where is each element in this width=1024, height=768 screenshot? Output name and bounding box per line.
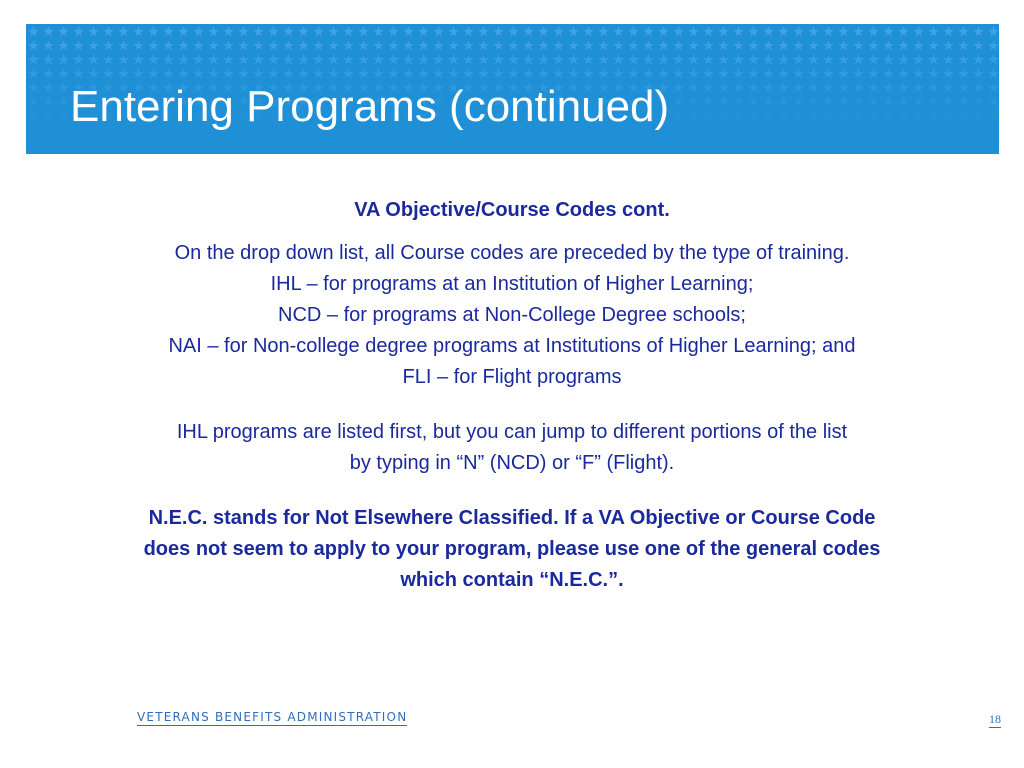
body-line: NCD – for programs at Non-College Degree schools;: [278, 304, 746, 326]
body-line: IHL – for programs at an Institution of Higher Learning;: [270, 273, 754, 295]
footer-organization: VETERANS BENEFITS ADMINISTRATION: [137, 710, 408, 724]
note-line: by typing in “N” (NCD) or “F” (Flight).: [349, 452, 675, 474]
training-type-list: [30, 238, 994, 393]
note-line: does not seem to apply to your program, please use one of the general codes: [143, 538, 881, 560]
note-line: IHL programs are listed first, but you can jump to different portions of the list: [176, 421, 848, 443]
body-line: NAI – for Non-college degree programs at Institutions of Higher Learning; and: [168, 335, 856, 357]
page-number: 18: [989, 712, 1001, 726]
title-banner: [26, 24, 999, 154]
section-subtitle: VA Objective/Course Codes cont.: [354, 199, 670, 221]
body-line: On the drop down list, all Course codes are preceded by the type of training.: [174, 242, 850, 264]
body-line: FLI – for Flight programs: [402, 366, 622, 388]
ihl-note: [30, 417, 994, 479]
slide-content: [30, 196, 994, 596]
slide-title: Entering Programs (continued): [70, 82, 670, 131]
nec-note: [30, 503, 994, 596]
note-line: N.E.C. stands for Not Elsewhere Classified. If a VA Objective or Course Code: [148, 507, 876, 529]
note-line: which contain “N.E.C.”.: [400, 569, 624, 591]
